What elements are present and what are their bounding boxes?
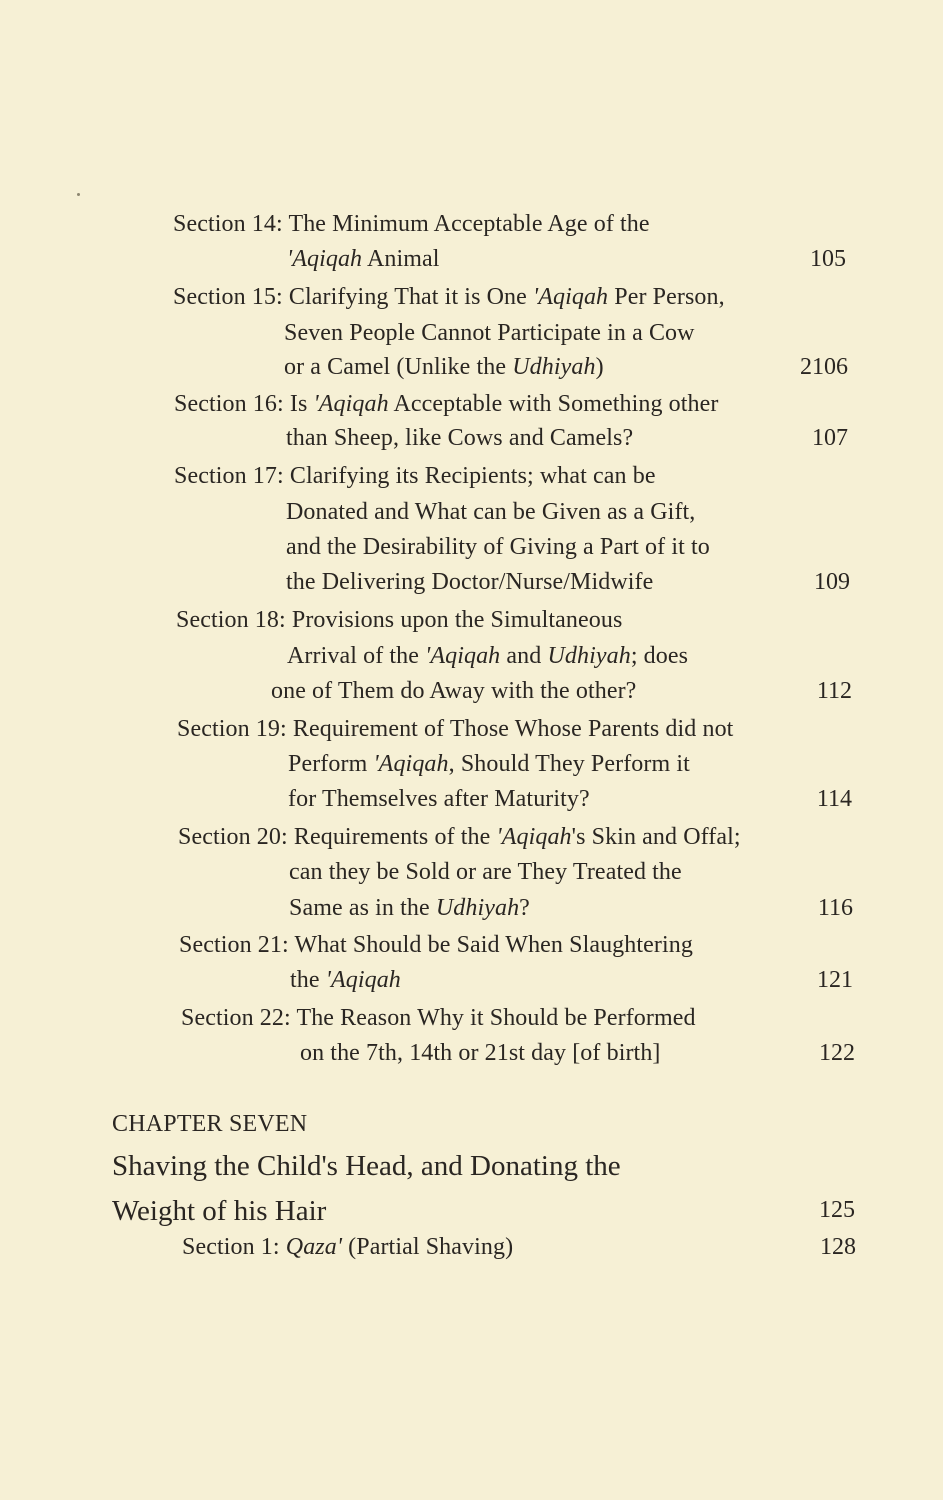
page-number-116: 116 xyxy=(817,895,853,921)
toc-entry-section-15-line-2 xyxy=(284,318,695,348)
toc-entry-section-20-line-1 xyxy=(178,822,741,852)
section-number: Section 16: xyxy=(174,391,284,417)
entry-text: ; does xyxy=(630,643,689,669)
entry-italic-term: Udhiyah xyxy=(435,895,520,921)
page-number-112: 112 xyxy=(816,678,852,704)
toc-entry-section-17-line-3 xyxy=(286,532,710,562)
page-number-114: 114 xyxy=(816,786,852,812)
entry-text: the xyxy=(290,967,326,993)
toc-entry-section-14-line-2 xyxy=(287,244,440,274)
toc-entry-section-15-line-3 xyxy=(284,352,604,382)
entry-text: ? xyxy=(519,895,530,921)
entry-text: and xyxy=(500,643,548,669)
toc-entry-section-16-line-1 xyxy=(174,389,718,419)
toc-entry-section-14-line-1 xyxy=(173,209,650,239)
toc-entry-section-18-line-2 xyxy=(287,641,688,671)
toc-entry-section-22-line-1 xyxy=(181,1003,696,1033)
toc-entry-section-22-line-2 xyxy=(300,1038,661,1068)
page-number-125: 125 xyxy=(819,1197,855,1223)
entry-italic-term: 'Aqiqah xyxy=(533,284,609,310)
entry-text: one of Them do Away with the other? xyxy=(271,678,637,704)
toc-entry-section-15-line-1 xyxy=(173,282,725,312)
toc-entry-section-17-line-4 xyxy=(286,567,653,597)
toc-entry-chapter-7-section-1 xyxy=(182,1232,513,1262)
section-number: Section 18: xyxy=(176,607,286,633)
entry-text: Clarifying its Recipients; what can be xyxy=(289,463,656,489)
entry-text: Requirement of Those Whose Parents did not xyxy=(292,716,734,742)
page-number-122: 122 xyxy=(819,1040,855,1066)
entry-text: Per Person, xyxy=(608,284,725,310)
section-number: Section 1: xyxy=(182,1234,280,1260)
entry-text: Provisions upon the Simultaneous xyxy=(291,607,623,633)
entry-text: for Themselves after Maturity? xyxy=(288,786,590,812)
section-number: Section 22: xyxy=(181,1005,291,1031)
page-number-109: 109 xyxy=(814,569,850,595)
chapter-title-line-2: Weight of his Hair xyxy=(112,1195,327,1227)
entry-italic-term: Udhiyah xyxy=(512,354,596,380)
entry-text: Seven People Cannot Participate in a Cow xyxy=(284,320,695,346)
section-number: Section 20: xyxy=(178,824,288,850)
page-number-121: 121 xyxy=(817,967,853,993)
chapter-title-line-1: Shaving the Child's Head, and Donating the xyxy=(112,1150,621,1182)
toc-entry-section-20-line-3 xyxy=(289,893,530,923)
toc-entry-section-21-line-1 xyxy=(179,930,693,960)
toc-entry-section-18-line-3 xyxy=(271,676,636,706)
entry-text: Clarifying That it is One xyxy=(288,284,533,310)
entry-text: than Sheep, like Cows and Camels? xyxy=(286,425,634,451)
paper-speck xyxy=(77,193,80,196)
entry-text: on the 7th, 14th or 21st day [of birth] xyxy=(300,1040,661,1066)
entry-text: , Should They Perform it xyxy=(448,751,690,777)
toc-entry-section-17-line-1 xyxy=(174,461,656,491)
toc-entry-section-20-line-2 xyxy=(289,857,682,887)
entry-text: Arrival of the xyxy=(287,643,426,669)
entry-text: What Should be Said When Slaughtering xyxy=(294,932,693,958)
entry-italic-term: 'Aqiqah xyxy=(496,824,572,850)
entry-text: Is xyxy=(289,391,314,417)
toc-entry-section-19-line-3 xyxy=(288,784,590,814)
entry-text: Perform xyxy=(288,751,374,777)
toc-entry-section-19-line-2 xyxy=(288,749,690,779)
entry-text: Acceptable with Something other xyxy=(388,391,719,417)
toc-entry-section-19-line-1 xyxy=(177,714,733,744)
toc-entry-section-16-line-2 xyxy=(286,423,633,453)
entry-italic-term: Qaza' xyxy=(285,1234,343,1260)
entry-italic-term: 'Aqiqah xyxy=(325,967,401,993)
page-number-2106: 2106 xyxy=(800,354,848,380)
page-number-107: 107 xyxy=(812,425,848,451)
entry-italic-term: 'Aqiqah xyxy=(425,643,501,669)
entry-text: Requirements of the xyxy=(293,824,497,850)
entry-text: can they be Sold or are They Treated the xyxy=(289,859,682,885)
section-number: Section 17: xyxy=(174,463,284,489)
entry-text: and the Desirability of Giving a Part of it to xyxy=(286,534,710,560)
entry-text: 's Skin and Offal; xyxy=(571,824,741,850)
page-number-128: 128 xyxy=(820,1234,856,1260)
chapter-label: CHAPTER SEVEN xyxy=(112,1111,308,1137)
entry-italic-term: Udhiyah xyxy=(547,643,631,669)
toc-entry-section-21-line-2 xyxy=(290,965,401,995)
section-number: Section 19: xyxy=(177,716,287,742)
entry-italic-term: 'Aqiqah xyxy=(313,391,389,417)
section-number: Section 14: xyxy=(173,211,283,237)
section-number: Section 21: xyxy=(179,932,289,958)
entry-text: or a Camel (Unlike the xyxy=(284,354,513,380)
entry-text: Animal xyxy=(362,246,440,272)
entry-text: the Delivering Doctor/Nurse/Midwife xyxy=(286,569,654,595)
entry-text: Donated and What can be Given as a Gift, xyxy=(286,499,696,525)
entry-italic-term: 'Aqiqah xyxy=(287,246,363,272)
entry-text: The Minimum Acceptable Age of the xyxy=(288,211,650,237)
entry-text: Same as in the xyxy=(289,895,436,921)
page-number-105: 105 xyxy=(810,246,846,272)
entry-italic-term: 'Aqiqah xyxy=(373,751,449,777)
toc-entry-section-17-line-2 xyxy=(286,497,695,527)
entry-text: (Partial Shaving) xyxy=(342,1234,514,1260)
entry-text: The Reason Why it Should be Performed xyxy=(296,1005,696,1031)
toc-entry-section-18-line-1 xyxy=(176,605,622,635)
entry-text: ) xyxy=(595,354,604,380)
section-number: Section 15: xyxy=(173,284,283,310)
